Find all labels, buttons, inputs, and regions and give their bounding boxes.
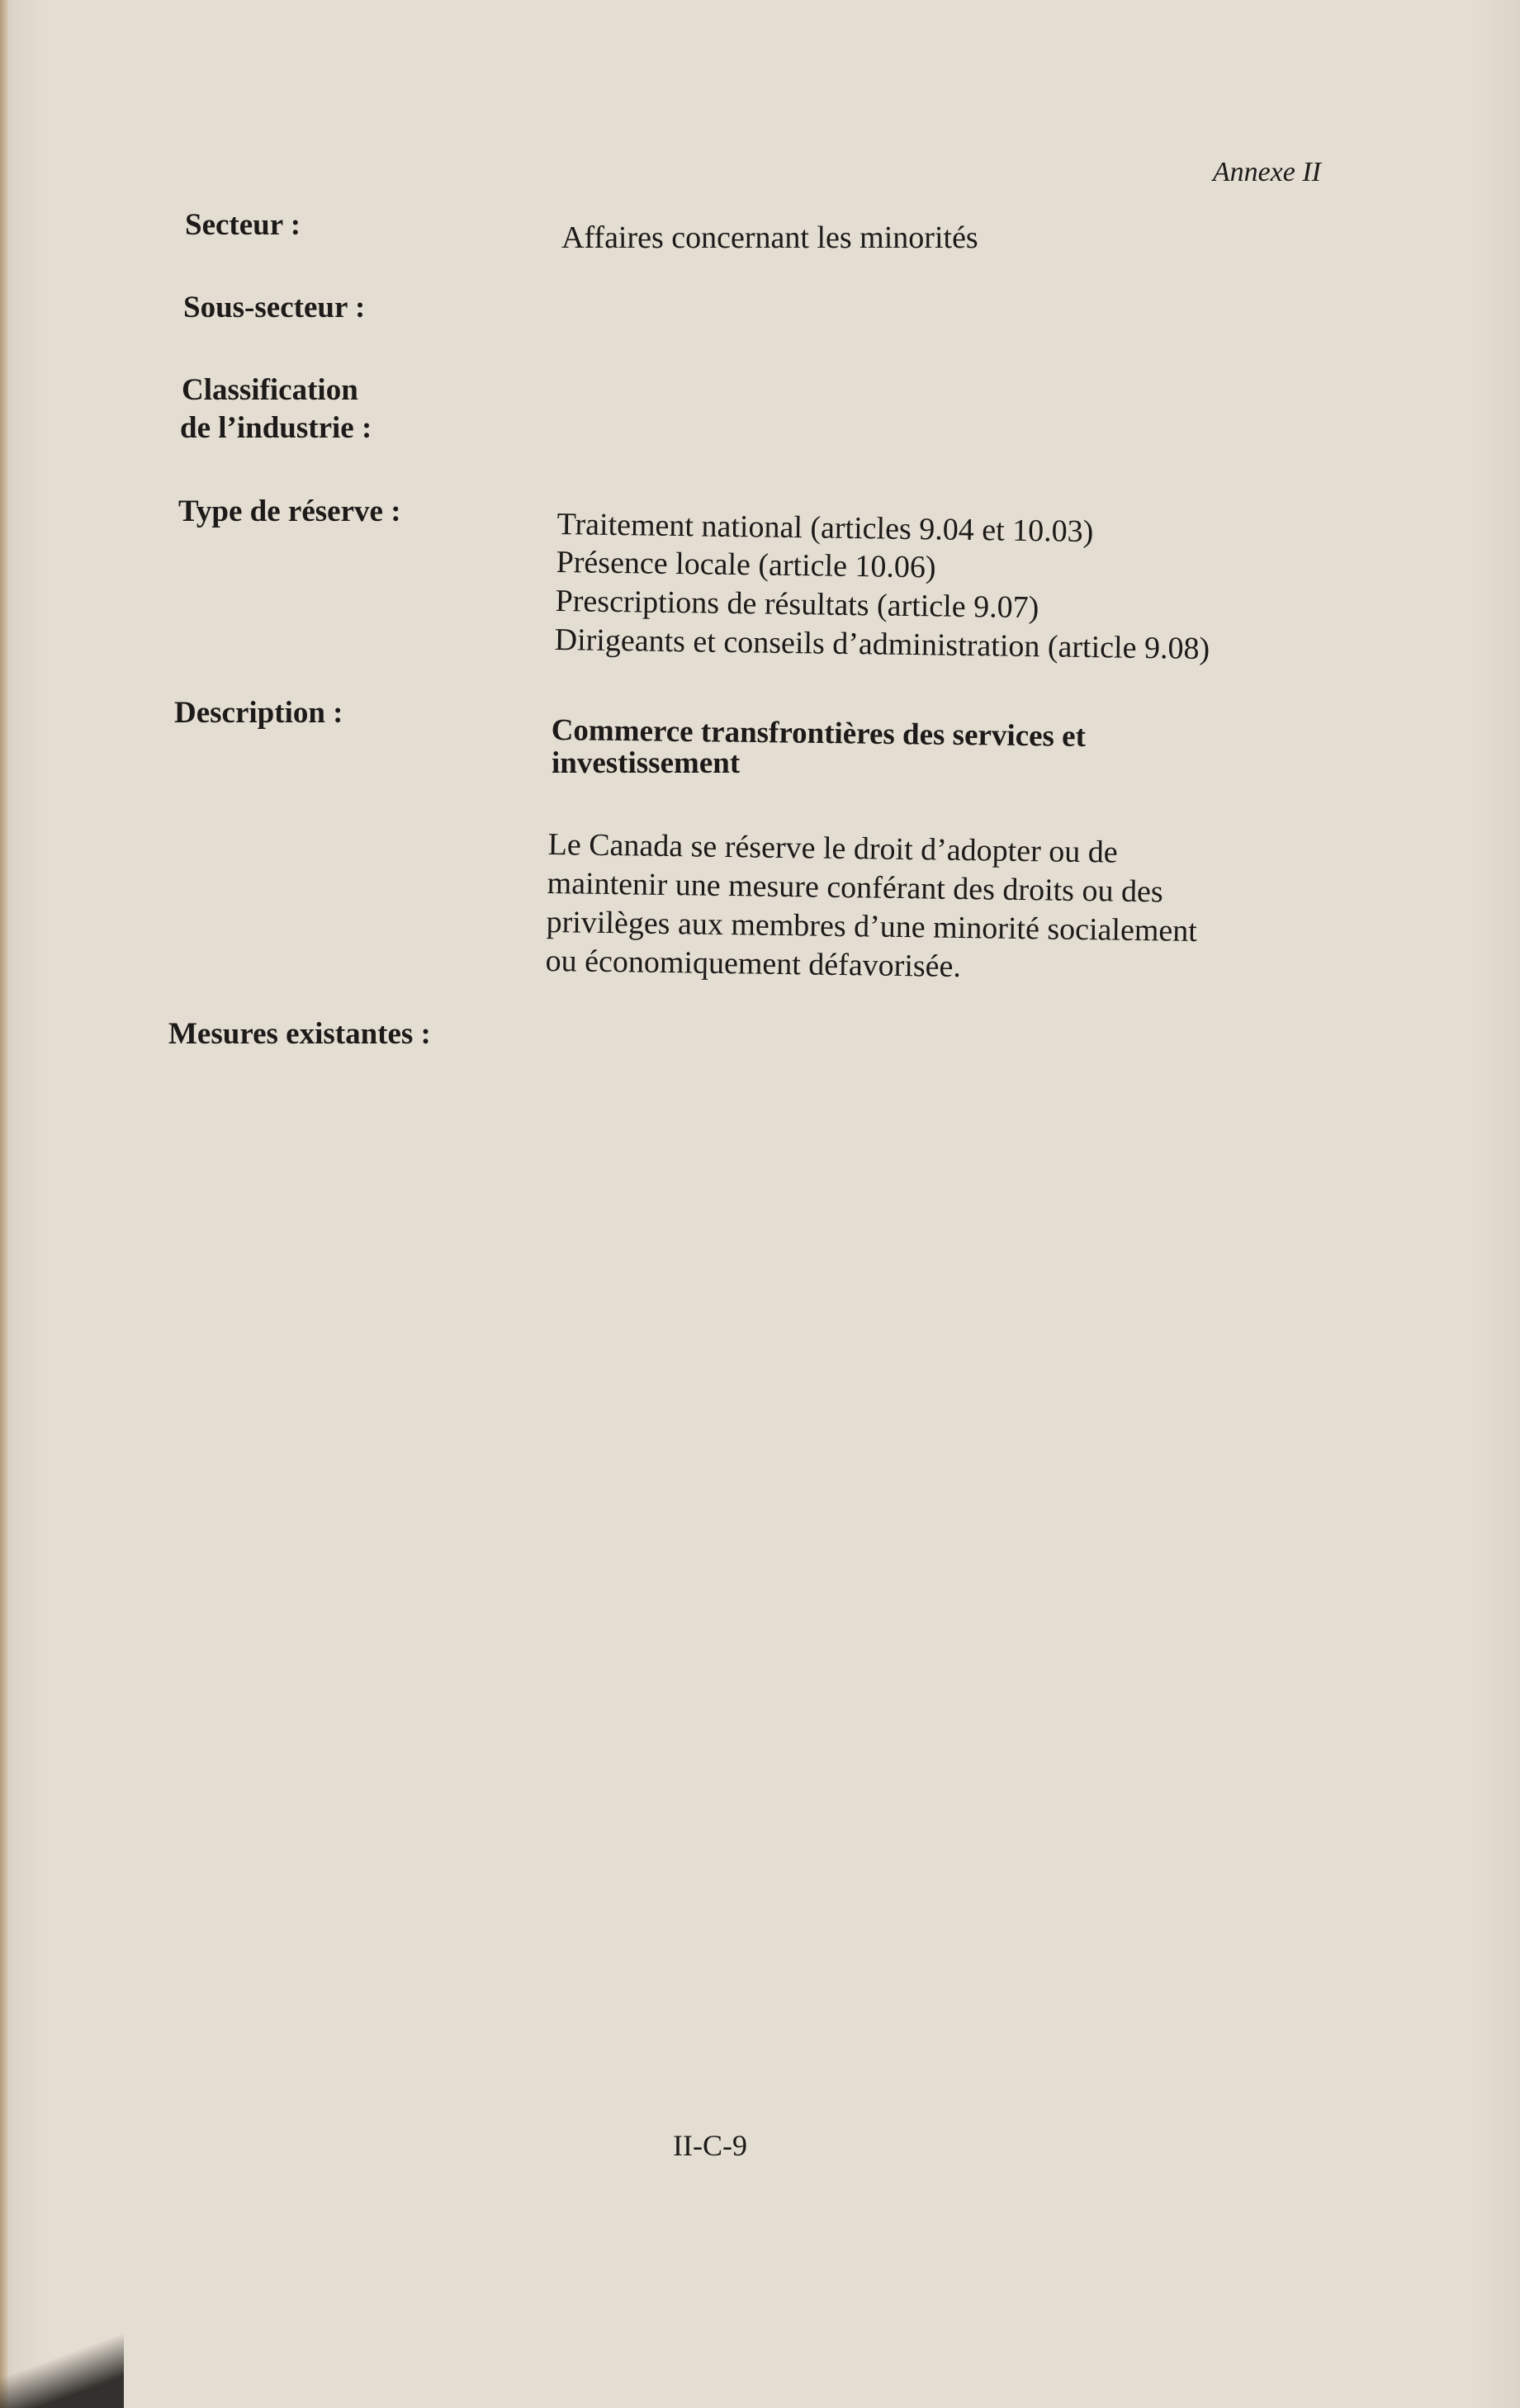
secteur-value: Affaires concernant les minorités [561,220,978,255]
sous-secteur-label: Sous-secteur : [183,291,366,324]
description-body-line: maintenir une mesure conférant des droits ou des [547,865,1163,910]
description-body-line: ou économiquement défavorisée. [545,943,962,985]
classification-label-line2: de l’industrie : [180,411,372,445]
page-number: II-C-9 [673,2129,747,2162]
type-reserve-item: Prescriptions de résultats (article 9.07) [555,583,1039,626]
page-corner-shadow [0,2328,124,2408]
description-label: Description : [174,696,343,730]
secteur-label: Secteur : [185,208,301,242]
type-reserve-item: Dirigeants et conseils d’administration (article 9.08) [554,622,1210,667]
classification-label-line1: Classification [182,373,358,407]
type-reserve-item: Présence locale (article 10.06) [556,544,936,585]
description-body-line: Le Canada se réserve le droit d’adopter ou de [547,826,1118,870]
page-spine-edge [0,0,8,2408]
annex-header: Annexe II [1212,157,1321,187]
type-reserve-label: Type de réserve : [178,494,401,528]
type-reserve-item: Traitement national (articles 9.04 et 10.03) [556,506,1094,550]
description-heading-line2: investissement [552,746,741,780]
mesures-existantes-label: Mesures existantes : [168,1017,431,1051]
description-body-line: privilèges aux membres d’une minorité socialement [546,904,1198,949]
description-heading-line1: Commerce transfrontières des services et [551,712,1087,754]
